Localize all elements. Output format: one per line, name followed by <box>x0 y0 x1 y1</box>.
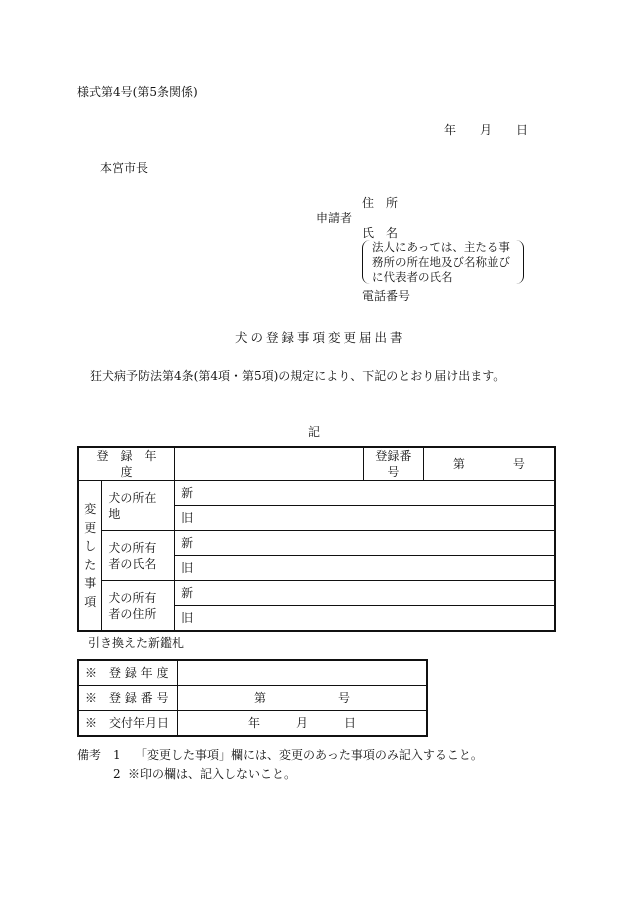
table-row <box>78 581 555 606</box>
replacement-heading: 引き換えた新鑑札 <box>88 636 185 650</box>
owner-address-new-field[interactable]: 新 <box>175 581 555 606</box>
reg-year-field[interactable] <box>175 447 364 481</box>
new-tag-year-label: ※ 登 録 年 度 <box>78 660 177 686</box>
new-tag-number-label: ※ 登 録 番 号 <box>78 686 177 711</box>
changed-items-label: 変 更 し た 事 項 <box>78 481 102 632</box>
form-number: 様式第4号(第5条関係) <box>77 85 198 99</box>
owner-name-old-field[interactable]: 旧 <box>175 556 555 581</box>
replacement-tag-table <box>77 659 428 737</box>
table-row <box>78 481 555 506</box>
table-row <box>78 531 555 556</box>
table-row <box>78 660 427 686</box>
address-label: 住 所 <box>362 196 399 210</box>
phone-label: 電話番号 <box>362 289 411 303</box>
change-items-table <box>77 446 556 632</box>
owner-address-label: 犬の所有者の住所 <box>102 581 175 632</box>
table-row <box>78 447 555 481</box>
new-tag-year-field[interactable] <box>177 660 427 686</box>
issue-date-field[interactable]: 年 月 日 <box>177 711 427 737</box>
remark-2-number: 2 <box>113 767 121 781</box>
corporation-note-line-3: に代表者の氏名 <box>372 270 453 284</box>
issue-date-label: ※ 交付年月日 <box>78 711 177 737</box>
table-row <box>78 711 427 737</box>
document-title: 犬の登録事項変更届出書 <box>235 330 406 345</box>
new-tag-number-field[interactable]: 第 号 <box>177 686 427 711</box>
dog-location-old-field[interactable]: 旧 <box>175 506 555 531</box>
remarks-label: 備考 <box>77 748 102 762</box>
corporation-note-line-1: 法人にあっては、主たる事 <box>372 240 510 254</box>
date-line: 年 月 日 <box>444 123 529 137</box>
owner-name-new-field[interactable]: 新 <box>175 531 555 556</box>
table-row <box>78 686 427 711</box>
reg-number-label: 登録番号 <box>364 447 424 481</box>
owner-name-label: 犬の所有者の氏名 <box>102 531 175 581</box>
remark-1-text: 「変更した事項」欄には、変更のあった事項のみ記入すること。 <box>135 748 483 762</box>
dog-location-label: 犬の所在地 <box>102 481 175 531</box>
reg-year-label: 登 録 年 度 <box>78 447 175 481</box>
remark-1-number: 1 <box>113 748 121 762</box>
addressee: 本宮市長 <box>100 161 149 175</box>
reg-number-field[interactable]: 第 号 <box>423 447 555 481</box>
applicant-label: 申請者 <box>316 211 353 225</box>
name-label: 氏 名 <box>362 226 399 240</box>
body-text: 狂犬病予防法第4条(第4項・第5項)の規定により、下記のとおり届け出ます。 <box>90 369 506 383</box>
corporation-note-line-2: 務所の所在地及び名称並び <box>372 255 510 269</box>
owner-address-old-field[interactable]: 旧 <box>175 606 555 632</box>
ki-label: 記 <box>308 425 321 439</box>
dog-location-new-field[interactable]: 新 <box>175 481 555 506</box>
remark-2-text: ※印の欄は、記入しないこと。 <box>128 767 297 781</box>
